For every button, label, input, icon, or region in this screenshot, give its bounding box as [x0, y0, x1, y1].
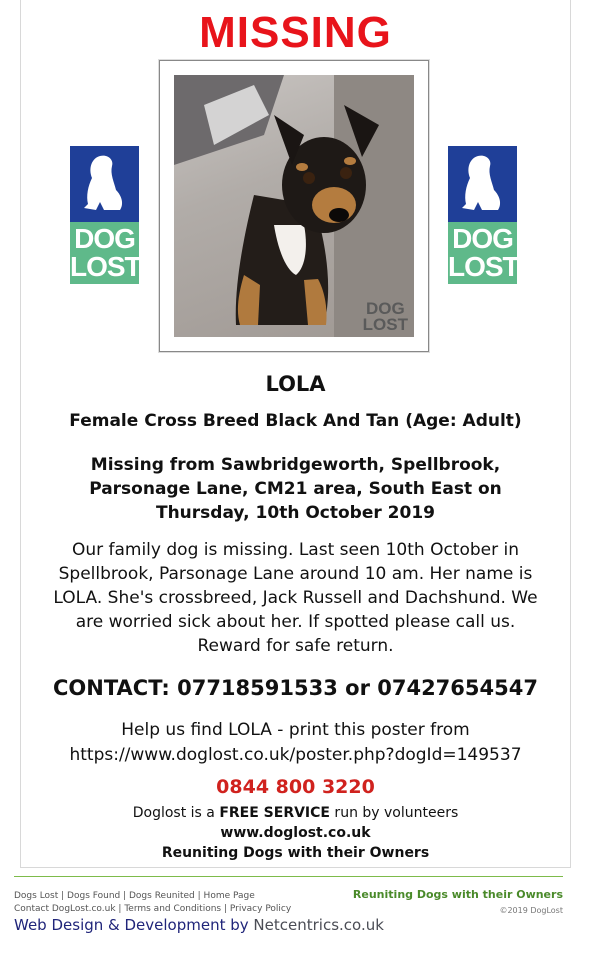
logo-dog-text: DOG: [452, 223, 513, 254]
footer-divider: [14, 876, 563, 877]
location-line-1: Missing from Sawbridgeworth, Spellbrook,: [90, 455, 501, 475]
footer-link-contact[interactable]: Contact DogLost.co.uk: [14, 904, 116, 914]
doglost-logo-left: [70, 146, 139, 284]
free-service-text: FREE SERVICE: [219, 805, 330, 821]
footer-link-home-page[interactable]: Home Page: [203, 891, 255, 901]
watermark-dog-text: DOG: [365, 299, 405, 318]
missing-location: [61, 453, 530, 525]
service-info: [21, 803, 570, 863]
dog-silhouette-icon: [70, 146, 139, 222]
location-line-3: Thursday, 10th October 2019: [155, 503, 435, 523]
watermark-lost-text: LOST: [362, 315, 408, 334]
missing-poster: [20, 0, 571, 868]
poster-title: MISSING: [199, 8, 392, 57]
print-poster-help: [21, 718, 570, 768]
dog-name: LOLA: [265, 372, 326, 396]
web-design-credit: [14, 916, 384, 934]
footer-links: Dogs Lost | Dogs Found | Dogs Reunited | Home Page Contact DogLost.co.uk | Terms and Conditions | Privacy Policy: [14, 891, 292, 914]
website-link[interactable]: www.doglost.co.uk: [220, 825, 371, 841]
footer-copyright: ©2019 DogLost: [499, 906, 563, 915]
doglost-phone-number: 0844 800 3220: [216, 776, 375, 798]
footer-link-privacy[interactable]: Privacy Policy: [229, 904, 292, 914]
doglost-logo-right: [448, 146, 517, 284]
footer-link-dogs-lost[interactable]: Dogs Lost: [14, 891, 59, 901]
credit-company-link[interactable]: Netcentrics.co.uk: [253, 916, 384, 934]
logo-lost-text: LOST: [448, 251, 519, 282]
credit-prefix: Web Design & Development by: [14, 916, 254, 934]
help-line-1: Help us find LOLA - print this poster from: [121, 720, 470, 740]
contact-numbers: CONTACT: 07718591533 or 07427654547: [53, 676, 538, 700]
poster-url-link[interactable]: https://www.doglost.co.uk/poster.php?dogId=149537: [69, 745, 522, 765]
dog-story: Our family dog is missing. Last seen 10th October in Spellbrook, Parsonage Lane around 10 am. Her name is LOLA. She's crossbreed, Jack Russell and Dachshund. We are worried sick about her. If spotted please call us. Reward for safe return.: [53, 540, 538, 656]
logo-dog-text: DOG: [74, 223, 135, 254]
dog-photo: [174, 75, 414, 337]
location-line-2: Parsonage Lane, CM21 area, South East on: [89, 479, 502, 499]
footer-tagline: Reuniting Dogs with their Owners: [352, 888, 563, 901]
logo-lost-text: LOST: [70, 251, 141, 282]
service-statement: [21, 803, 570, 823]
photo-watermark: [363, 301, 408, 333]
footer-link-dogs-found[interactable]: Dogs Found: [67, 891, 121, 901]
service-prefix: Doglost is a: [132, 805, 220, 821]
service-tagline: Reuniting Dogs with their Owners: [161, 845, 430, 861]
footer-link-dogs-reunited[interactable]: Dogs Reunited: [129, 891, 195, 901]
dog-photo-frame: [159, 60, 429, 352]
page-footer: [14, 876, 563, 956]
dog-description: Female Cross Breed Black And Tan (Age: Adult): [69, 411, 522, 431]
dog-silhouette-icon: [448, 146, 517, 222]
footer-link-terms[interactable]: Terms and Conditions: [124, 904, 222, 914]
service-suffix: run by volunteers: [329, 805, 459, 821]
